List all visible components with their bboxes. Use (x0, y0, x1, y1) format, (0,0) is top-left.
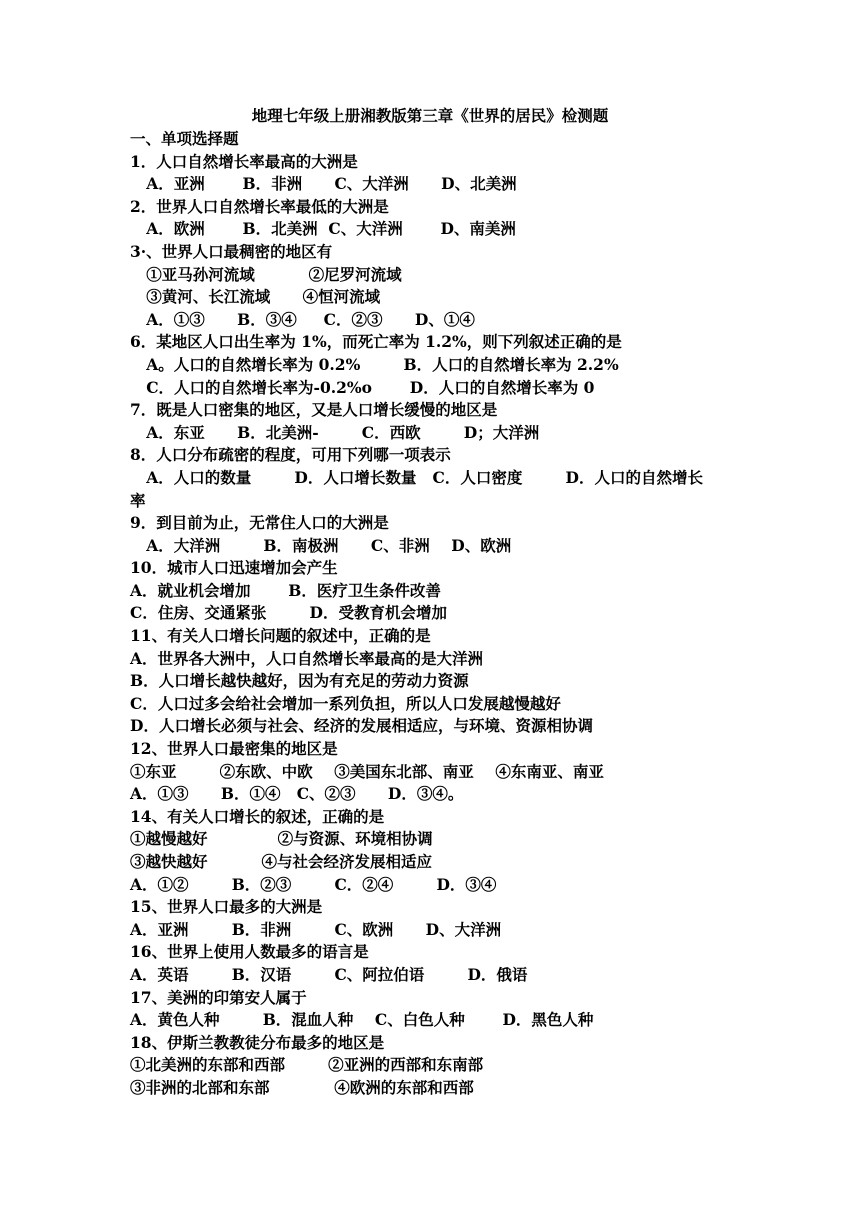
question-line: 7．既是人口密集的地区，又是人口增长缓慢的地区是 (130, 400, 498, 420)
option-line: C．住房、交通紧张 D．受教育机会增加 (130, 603, 447, 623)
option-line: A．亚洲 B．非洲 C、大洋洲 D、北美洲 (130, 174, 517, 194)
option-line: B．人口增长越快越好，因为有充足的劳动力资源 (130, 671, 469, 691)
option-line: A．①③ B．③④ C．②③ D、①④ (130, 309, 475, 329)
document-title: 地理七年级上册湘教版第三章《世界的居民》检测题 (251, 106, 609, 125)
option-line: A．人口的数量 D．人口增长数量 C．人口密度 D．人口的自然增长 (130, 467, 703, 487)
question-line: 10．城市人口迅速增加会产生 (130, 558, 338, 578)
option-line: A．英语 B．汉语 C、阿拉伯语 D．俄语 (130, 964, 528, 984)
option-line: ①东亚 ②东欧、中欧 ③美国东北部、南亚 ④东南亚、南亚 (130, 761, 604, 781)
option-line: A．①② B．②③ C．②④ D．③④ (130, 874, 497, 894)
question-line: 3·、世界人口最稠密的地区有 (130, 241, 333, 261)
option-line: ③黄河、长江流域 ④恒河流域 (130, 287, 381, 307)
question-line: 15、世界人口最多的大洲是 (130, 897, 323, 917)
option-line: 率 (130, 490, 146, 510)
question-line: 16、世界上使用人数最多的语言是 (130, 942, 369, 962)
option-line: D．人口增长必须与社会、经济的发展相适应，与环境、资源相协调 (130, 716, 593, 736)
question-line: 8．人口分布疏密的程度，可用下列哪一项表示 (130, 445, 451, 465)
option-line: A。人口的自然增长率为 0.2% B．人口的自然增长率为 2.2% (130, 354, 619, 374)
question-list (130, 128, 750, 1100)
question-line: 12、世界人口最密集的地区是 (130, 739, 338, 759)
option-line: A．①③ B．①④ C、②③ D．③④。 (130, 784, 464, 804)
section-heading: 一、单项选择题 (130, 129, 239, 148)
option-line: A．东亚 B．北美洲- C．西欧 D；大洋洲 (130, 422, 540, 442)
option-line: A．亚洲 B．非洲 C、欧洲 D、大洋洲 (130, 919, 502, 939)
question-line: 18、伊斯兰教教徒分布最多的地区是 (130, 1032, 385, 1052)
option-line: ①北美洲的东部和西部 ②亚洲的西部和东南部 (130, 1055, 484, 1075)
question-line: 2．世界人口自然增长率最低的大洲是 (130, 196, 389, 216)
option-line: ①越慢越好 ②与资源、环境相协调 (130, 829, 433, 849)
option-line: ③越快越好 ④与社会经济发展相适应 (130, 852, 432, 871)
question-line: 11、有关人口增长问题的叙述中，正确的是 (130, 626, 431, 646)
option-line: A．就业机会增加 B．医疗卫生条件改善 (130, 580, 441, 600)
option-line: A．欧洲 B．北美洲 C、大洋洲 D、南美洲 (130, 219, 516, 239)
question-line: 17、美洲的印第安人属于 (130, 987, 307, 1007)
option-line: C．人口的自然增长率为-0.2%o D．人口的自然增长率为 0 (130, 377, 595, 397)
question-line: 9．到目前为止，无常住人口的大洲是 (130, 513, 389, 533)
option-line: A．黄色人种 B．混血人种 C、白色人种 D．黑色人种 (130, 1010, 594, 1030)
option-line: C．人口过多会给社会增加一系列负担，所以人口发展越慢越好 (130, 693, 561, 713)
option-line: A．大洋洲 B．南极洲 C、非洲 D、欧洲 (130, 535, 512, 555)
option-line: ①亚马孙河流域 ②尼罗河流域 (130, 264, 402, 284)
question-line: 6．某地区人口出生率为 1%，而死亡率为 1.2%，则下列叙述正确的是 (130, 332, 622, 352)
question-line: 14、有关人口增长的叙述，正确的是 (130, 806, 385, 826)
option-line: A．世界各大洲中，人口自然增长率最高的是大洋洲 (130, 648, 484, 668)
option-line: ③非洲的北部和东部 ④欧洲的东部和西部 (130, 1077, 474, 1097)
question-line: 1．人口自然增长率最高的大洲是 (130, 151, 358, 171)
